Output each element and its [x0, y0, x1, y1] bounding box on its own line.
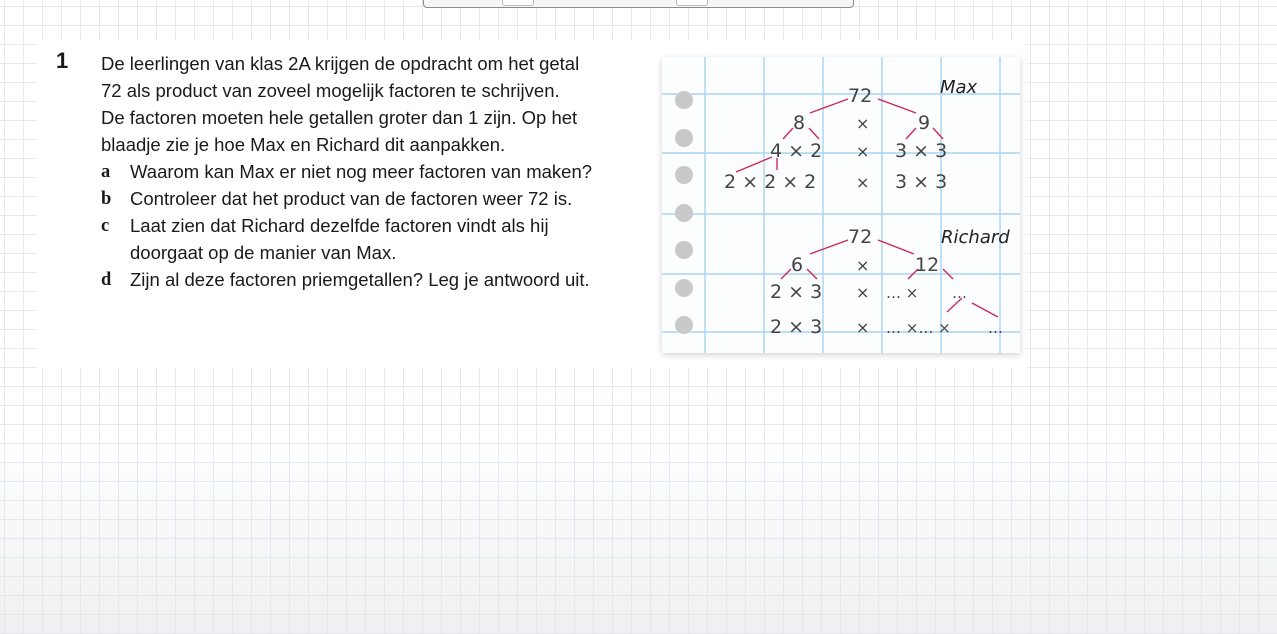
part-a-text: Waarom kan Max er niet nog meer factoren van maken?	[130, 161, 593, 182]
part-letter-a: a	[101, 162, 111, 182]
max-level2-right: 3 × 3	[895, 140, 948, 162]
max-level2-left: 4 × 2	[770, 140, 823, 162]
part-c-text-continued: doorgaat op de manier van Max.	[130, 242, 397, 263]
toolbar-control[interactable]	[676, 0, 708, 6]
binder-hole	[675, 129, 693, 147]
richard-level2-mid: … ×	[886, 284, 919, 302]
part-letter-c: c	[101, 216, 110, 236]
binder-hole	[675, 316, 693, 334]
richard-level3-right: …	[988, 319, 1003, 337]
binder-hole	[675, 166, 693, 184]
intro-line: 72 als product van zoveel mogelijk factoren te schrijven.	[101, 80, 560, 101]
question-number: 1	[56, 48, 69, 73]
binder-hole	[675, 204, 693, 222]
richard-level1-left: 6	[791, 254, 804, 276]
richard-level2-left: 2 × 3	[770, 281, 823, 303]
richard-level3-mid: … ×… ×	[886, 319, 951, 337]
max-root: 72	[848, 85, 873, 107]
binder-hole	[675, 91, 693, 109]
richard-level1-times: ×	[856, 256, 870, 275]
richard-level1-right: 12	[915, 254, 940, 276]
richard-level3-left: 2 × 3	[770, 316, 823, 338]
max-level1-right: 9	[918, 112, 931, 134]
part-letter-d: d	[101, 270, 112, 290]
richard-level2-right: …	[952, 284, 967, 302]
max-level3-times: ×	[856, 173, 870, 192]
toolbar-control[interactable]	[502, 0, 534, 6]
richard-name: Richard	[941, 227, 1010, 248]
part-letter-b: b	[101, 189, 112, 209]
intro-line: De factoren moeten hele getallen groter dan 1 zijn. Op het	[101, 107, 578, 128]
max-level1-times: ×	[856, 114, 870, 133]
richard-root: 72	[848, 226, 873, 248]
notebook-illustration	[662, 57, 1020, 353]
notebook-svg	[662, 57, 1020, 353]
richard-level2-times: ×	[856, 283, 870, 302]
intro-line: De leerlingen van klas 2A krijgen de opdracht om het getal	[101, 53, 580, 74]
binder-hole	[675, 279, 693, 297]
max-name: Max	[940, 77, 978, 98]
max-level3-left: 2 × 2 × 2	[724, 171, 817, 193]
top-toolbar	[423, 0, 854, 8]
part-d-text: Zijn al deze factoren priemgetallen? Leg je antwoord uit.	[130, 269, 590, 290]
part-b-text: Controleer dat het product van de factoren weer 72 is.	[130, 188, 573, 209]
binder-hole	[675, 241, 693, 259]
intro-line: blaadje zie je hoe Max en Richard dit aanpakken.	[101, 134, 506, 155]
max-level3-right: 3 × 3	[895, 171, 948, 193]
max-level1-left: 8	[793, 112, 806, 134]
max-level2-times: ×	[856, 142, 870, 161]
part-c-text: Laat zien dat Richard dezelfde factoren vindt als hij	[130, 215, 549, 236]
richard-level3-times: ×	[856, 318, 870, 337]
